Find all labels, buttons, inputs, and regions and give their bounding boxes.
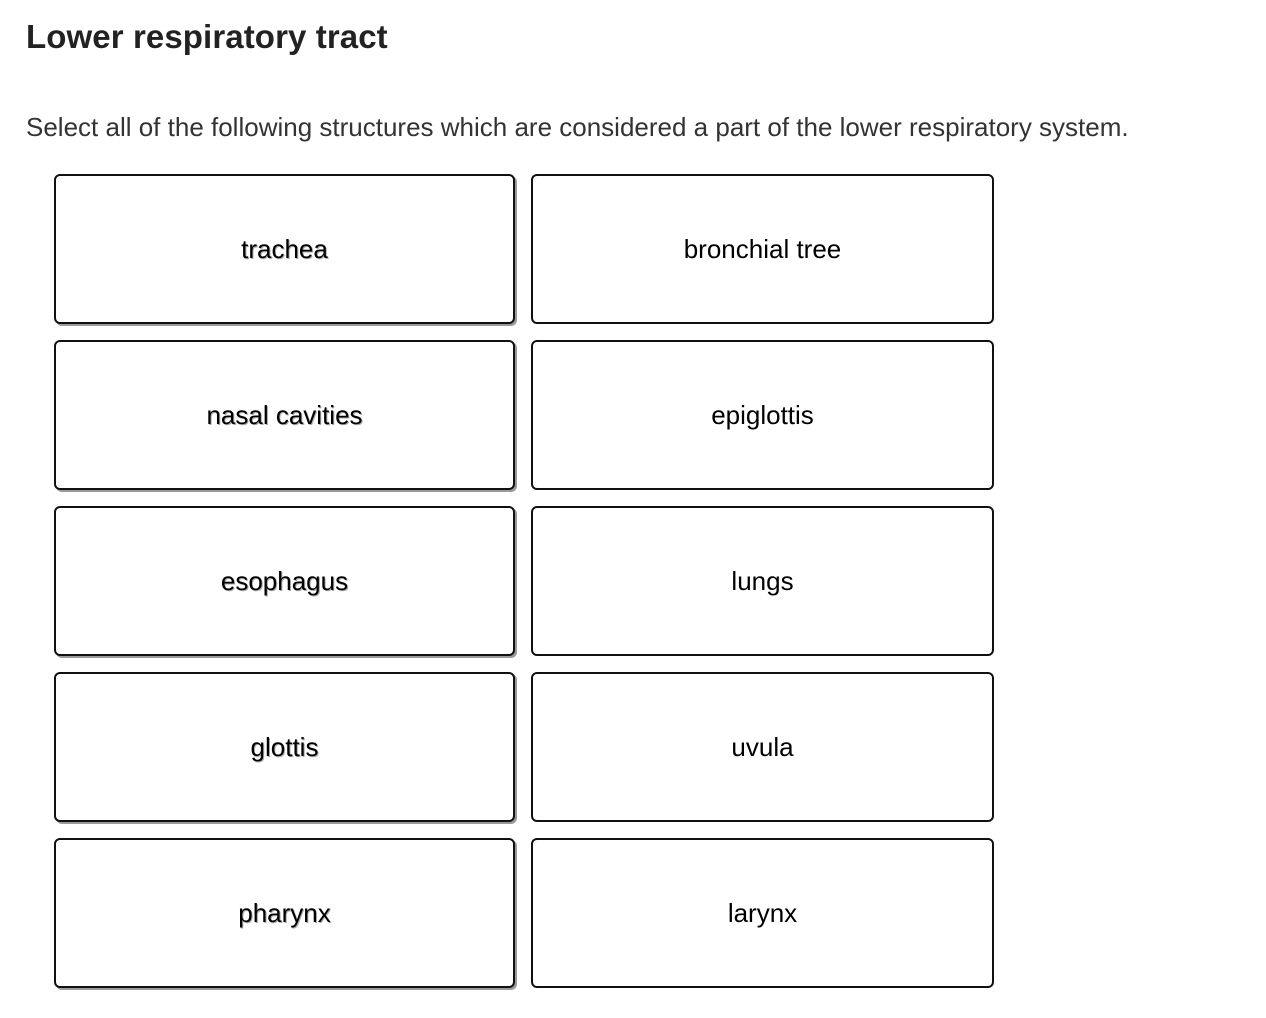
option-larynx[interactable] bbox=[531, 838, 994, 988]
option-nasal-cavities[interactable] bbox=[54, 340, 515, 490]
option-lungs[interactable] bbox=[531, 506, 994, 656]
option-label: bronchial tree bbox=[683, 233, 842, 264]
option-epiglottis[interactable] bbox=[531, 340, 994, 490]
option-bronchial-tree[interactable] bbox=[531, 174, 994, 324]
option-glottis[interactable] bbox=[54, 672, 515, 822]
question-prompt: Select all of the following structures which are considered a part of the lower respiratory system. bbox=[26, 112, 1129, 142]
option-label: epiglottis bbox=[711, 399, 814, 430]
option-esophagus[interactable] bbox=[54, 506, 515, 656]
option-pharynx[interactable] bbox=[54, 838, 515, 988]
option-label: lungs bbox=[731, 565, 794, 596]
option-label: pharynx bbox=[238, 897, 331, 928]
option-trachea[interactable] bbox=[54, 174, 515, 324]
option-uvula[interactable] bbox=[531, 672, 994, 822]
option-label: uvula bbox=[731, 731, 794, 762]
answer-options-grid bbox=[54, 174, 995, 988]
question-title: Lower respiratory tract bbox=[26, 18, 388, 55]
option-label: esophagus bbox=[220, 565, 349, 596]
option-label: larynx bbox=[727, 897, 798, 928]
option-label: trachea bbox=[241, 233, 328, 264]
option-label: glottis bbox=[250, 731, 319, 762]
option-label: nasal cavities bbox=[206, 399, 363, 430]
